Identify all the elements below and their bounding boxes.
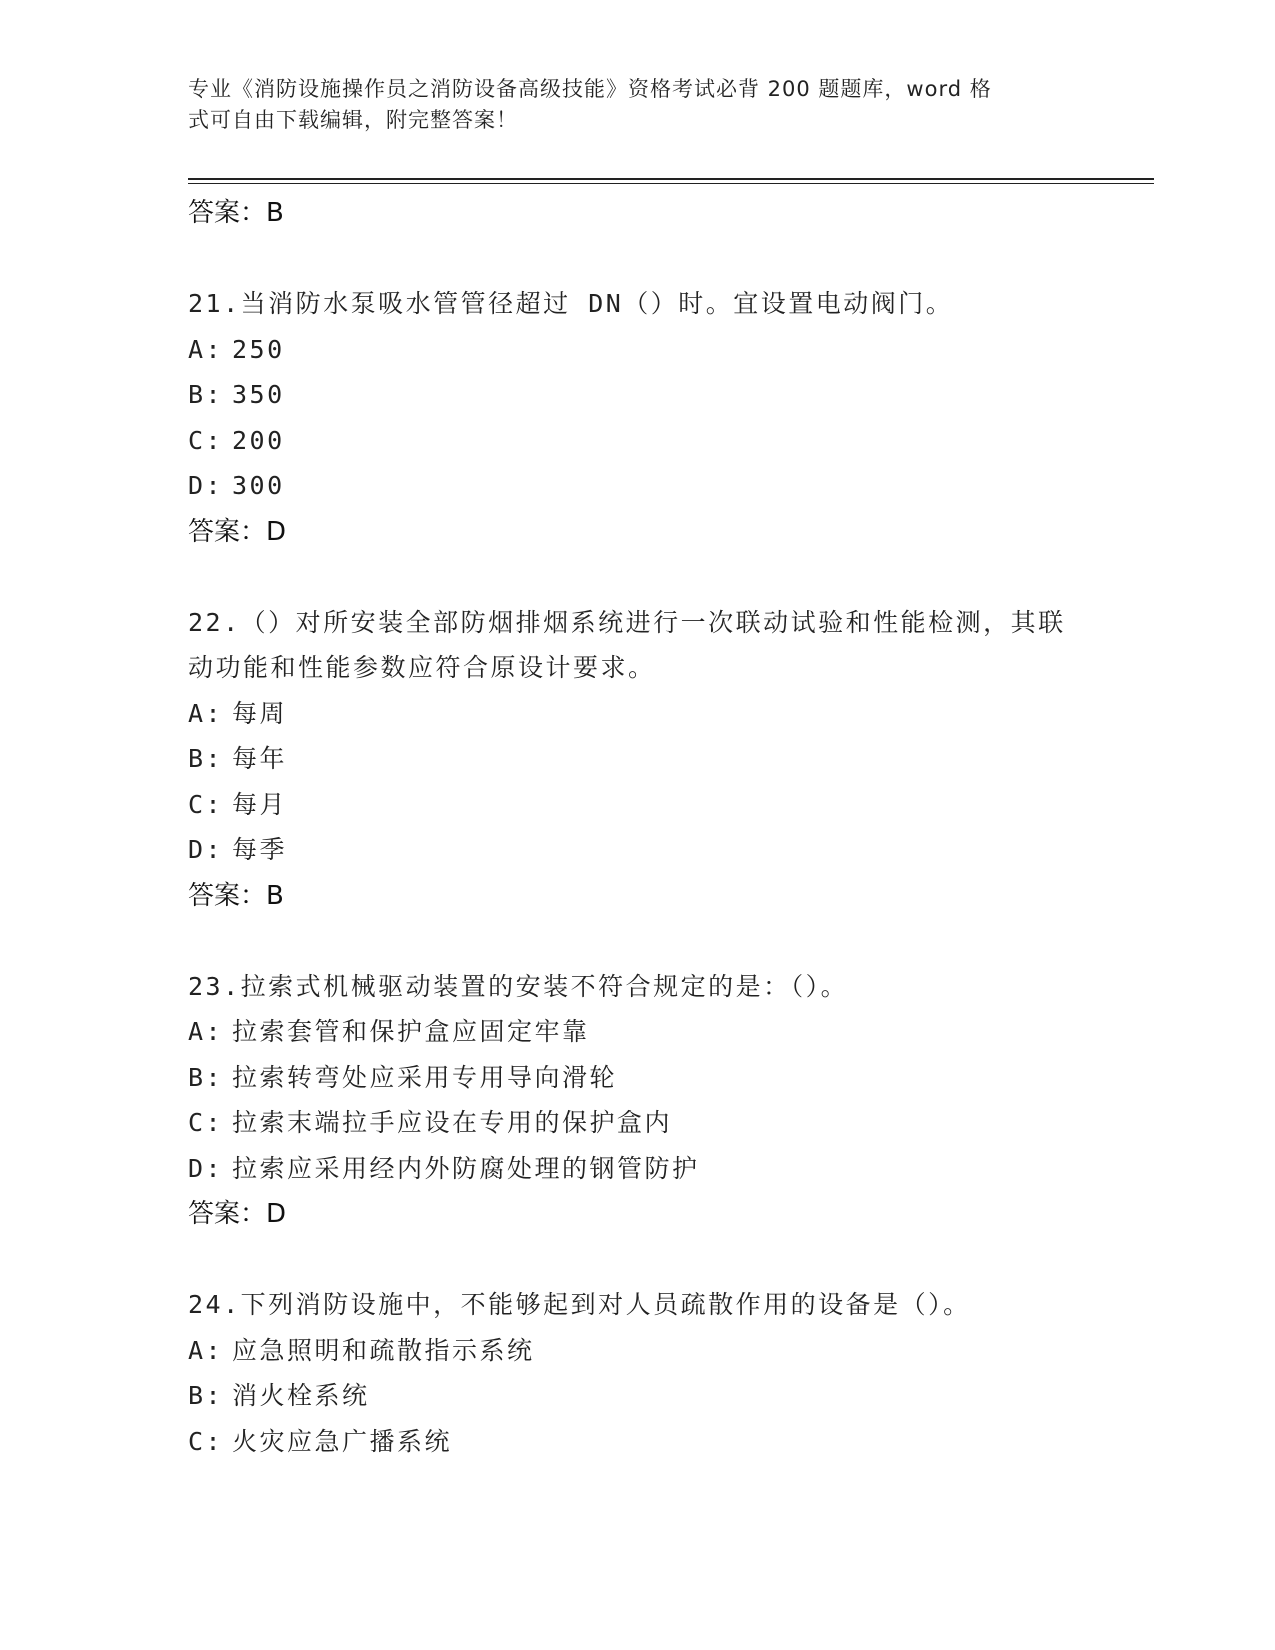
question-24: [188, 1282, 1088, 1464]
option-letter: A:: [188, 334, 224, 364]
header-line-1: 专业《消防设施操作员之消防设备高级技能》资格考试必背 200 题题库，word 格: [188, 77, 992, 101]
option-text: 应急照明和疏散指示系统: [232, 1335, 535, 1365]
option-text: 350: [232, 380, 285, 409]
option-text: 每年: [232, 744, 288, 773]
option-text: 火灾应急广播系统: [232, 1426, 453, 1456]
question-text: 23.拉索式机械驱动装置的安装不符合规定的是：（）。: [188, 971, 849, 1001]
option-letter: D:: [188, 471, 224, 500]
option-text: 每周: [232, 698, 288, 728]
question-text: 22.（）对所安装全部防烟排烟系统进行一次联动试验和性能检测，其联动功能和性能参数应符合原设计要求。: [188, 607, 1066, 682]
option-c: [188, 1419, 1088, 1465]
option-letter: D:: [188, 1153, 224, 1183]
header-line-2: 式可自由下载编辑，附完整答案！: [188, 108, 518, 132]
option-b: [188, 372, 1088, 418]
option-text: 拉索套管和保护盒应固定牢靠: [232, 1017, 590, 1046]
option-letter: B:: [188, 744, 224, 773]
option-letter: C:: [188, 1426, 224, 1456]
option-text: 拉索转弯处应采用专用导向滑轮: [232, 1062, 618, 1092]
option-letter: C:: [188, 425, 224, 455]
spacer: [188, 555, 1088, 600]
option-letter: A:: [188, 1017, 224, 1046]
answer: 答案：B: [188, 880, 284, 911]
option-a: [188, 327, 1088, 373]
option-b: [188, 736, 1088, 782]
question-list: [188, 190, 1088, 1464]
question-22: [188, 600, 1088, 919]
option-d: [188, 463, 1088, 509]
option-text: 拉索末端拉手应设在专用的保护盒内: [232, 1108, 673, 1137]
option-text: 200: [232, 425, 285, 455]
answer: 答案：D: [188, 1199, 287, 1229]
option-text: 每月: [232, 789, 288, 819]
option-text: 每季: [232, 835, 288, 864]
answer: 答案：D: [188, 516, 287, 547]
document-header: [188, 74, 1068, 136]
question-text: 24.下列消防设施中，不能够起到对人员疏散作用的设备是（）。: [188, 1290, 971, 1319]
question-21: [188, 281, 1088, 555]
previous-answer: 答案：B: [188, 198, 284, 228]
option-c: [188, 1100, 1088, 1146]
option-letter: C:: [188, 1108, 224, 1137]
question-text: 21.当消防水泵吸水管管径超过 DN（）时。宜设置电动阀门。: [188, 289, 954, 318]
spacer: [188, 236, 1088, 281]
spacer: [188, 1237, 1088, 1282]
spacer: [188, 919, 1088, 964]
header-rule-thin: [188, 183, 1154, 184]
question-23: [188, 964, 1088, 1238]
option-a: [188, 691, 1088, 737]
option-c: [188, 418, 1088, 464]
option-letter: B:: [188, 1381, 224, 1410]
option-text: 消火栓系统: [232, 1381, 370, 1410]
option-letter: D:: [188, 835, 224, 864]
option-a: [188, 1009, 1088, 1055]
option-b: [188, 1373, 1088, 1419]
header-rule-thick: [188, 178, 1154, 180]
option-d: [188, 827, 1088, 873]
option-text: 300: [232, 471, 285, 500]
option-a: [188, 1328, 1088, 1374]
option-letter: C:: [188, 789, 224, 819]
option-d: [188, 1146, 1088, 1192]
option-text: 250: [232, 334, 285, 364]
option-c: [188, 782, 1088, 828]
option-letter: B:: [188, 380, 224, 409]
option-text: 拉索应采用经内外防腐处理的钢管防护: [232, 1153, 700, 1183]
option-b: [188, 1055, 1088, 1101]
option-letter: A:: [188, 1335, 224, 1365]
option-letter: B:: [188, 1062, 224, 1092]
option-letter: A:: [188, 698, 224, 728]
